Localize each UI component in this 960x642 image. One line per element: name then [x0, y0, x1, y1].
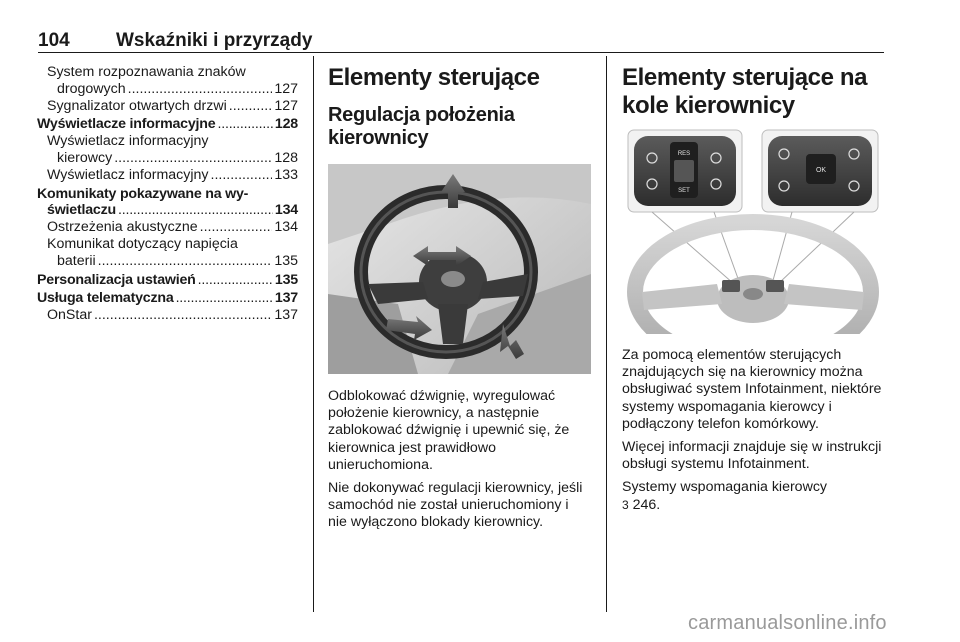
chapter-title: Wskaźniki i przyrządy [116, 30, 313, 51]
toc-entry-page: 134 [274, 202, 298, 219]
toc-entry-page: 135 [274, 271, 298, 288]
steering-controls-text [622, 347, 884, 520]
toc-entry[interactable] [37, 116, 298, 133]
toc-leader-dots [114, 150, 272, 167]
column-divider-right [606, 56, 607, 612]
toc-entry[interactable] [37, 290, 298, 307]
toc-leader-dots [128, 81, 273, 98]
toc-entry-page: 137 [274, 290, 298, 307]
toc-entry-page: 128 [274, 149, 298, 166]
table-of-contents [37, 64, 298, 324]
toc-entry-title: kierowcy [57, 149, 113, 166]
toc-entry-title: Usługa telematyczna [37, 290, 174, 307]
steering-adjust-text [328, 388, 590, 538]
toc-entry-title: baterii [57, 252, 96, 269]
toc-entry[interactable] [37, 272, 298, 289]
subsection-heading: Regulacja położenia kierownicy [328, 104, 515, 149]
paragraph: Więcej informacji znajduje się w instrukcji obsługi systemu Infotainment. [622, 439, 882, 473]
toc-entry-title: Wyświetlacz informacyjny [47, 133, 209, 150]
toc-entry-page: 135 [274, 252, 298, 269]
section-heading: Elementy sterujące [328, 64, 540, 91]
steering-adjust-section [328, 64, 590, 150]
toc-entry-page: 134 [274, 219, 298, 236]
toc-entry-title: Komunikat dotyczący napięcia [47, 235, 238, 252]
toc-entry-title: Komunikaty pokazywane na wy- [37, 185, 249, 202]
toc-entry-title: drogowych [57, 80, 126, 97]
toc-leader-dots [118, 202, 273, 219]
steering-wheel-buttons-diagram [622, 124, 884, 334]
cross-reference-icon: 3 [622, 497, 629, 512]
toc-entry[interactable] [37, 133, 298, 167]
steering-controls-section [622, 64, 884, 120]
cross-reference-page: 246. [632, 496, 661, 513]
toc-entry[interactable] [37, 167, 298, 184]
column-divider-left [313, 56, 314, 612]
page-header [38, 30, 884, 52]
toc-leader-dots [98, 253, 273, 270]
toc-leader-dots [211, 167, 273, 184]
res-label: RES [677, 151, 691, 157]
toc-leader-dots [217, 116, 272, 133]
toc-leader-dots [229, 98, 273, 115]
toc-leader-dots [198, 272, 273, 289]
toc-entry-title: Personalizacja ustawień [37, 271, 196, 288]
toc-leader-dots [94, 307, 272, 324]
toc-entry-page: 127 [274, 97, 298, 114]
toc-entry-page: 127 [274, 80, 298, 97]
set-label: SET [678, 188, 690, 194]
toc-entry[interactable] [37, 219, 298, 236]
toc-entry[interactable] [37, 98, 298, 115]
toc-entry[interactable] [37, 186, 298, 220]
toc-entry-title: OnStar [47, 307, 92, 324]
toc-entry-title: Ostrzeżenia akustyczne [47, 219, 198, 236]
toc-leader-dots [200, 219, 273, 236]
header-rule [38, 52, 884, 53]
section-heading: Elementy sterujące na kole kierownicy [622, 64, 868, 119]
watermark: carmanualsonline.info [688, 612, 887, 634]
toc-entry-page: 137 [274, 307, 298, 324]
toc-leader-dots [176, 290, 273, 307]
toc-entry-title: System rozpoznawania znaków [47, 64, 246, 80]
paragraph: Systemy wspomagania kierowcy [622, 479, 828, 496]
steering-wheel-photo [328, 164, 591, 374]
toc-entry-title: Wyświetlacze informacyjne [37, 116, 216, 133]
toc-entry[interactable] [37, 307, 298, 324]
toc-entry-page: 128 [274, 116, 298, 133]
ok-label: OK [815, 167, 827, 174]
toc-entry-title: Sygnalizator otwartych drzwi [47, 97, 227, 114]
page-number: 104 [38, 30, 70, 51]
toc-entry-title: świetlaczu [47, 202, 116, 219]
steering-controls-illustration [622, 124, 884, 334]
paragraph: Za pomocą elementów sterujących znajdujących się na kierownicy można obsługiwać system Infotainment, niektóre systemy wspomagania kierowcy i podłączony telefon komórkowy. [622, 347, 882, 432]
paragraph: Nie dokonywać regulacji kierownicy, jeśli samochód nie został unieruchomiony i nie wyłączono blokady kierownicy. [328, 480, 583, 531]
paragraph: Odblokować dźwignię, wyregulować położenie kierownicy, a następnie zablokować dźwignię i upewnić się, że kierownica jest prawidłowo unieruchomiona. [328, 388, 570, 473]
toc-entry-title: Wyświetlacz informacyjny [47, 166, 209, 183]
toc-entry-page: 133 [274, 166, 298, 183]
toc-entry[interactable] [37, 64, 298, 98]
cross-reference [622, 497, 884, 514]
toc-entry[interactable] [37, 236, 298, 270]
steering-adjust-illustration [328, 164, 591, 374]
